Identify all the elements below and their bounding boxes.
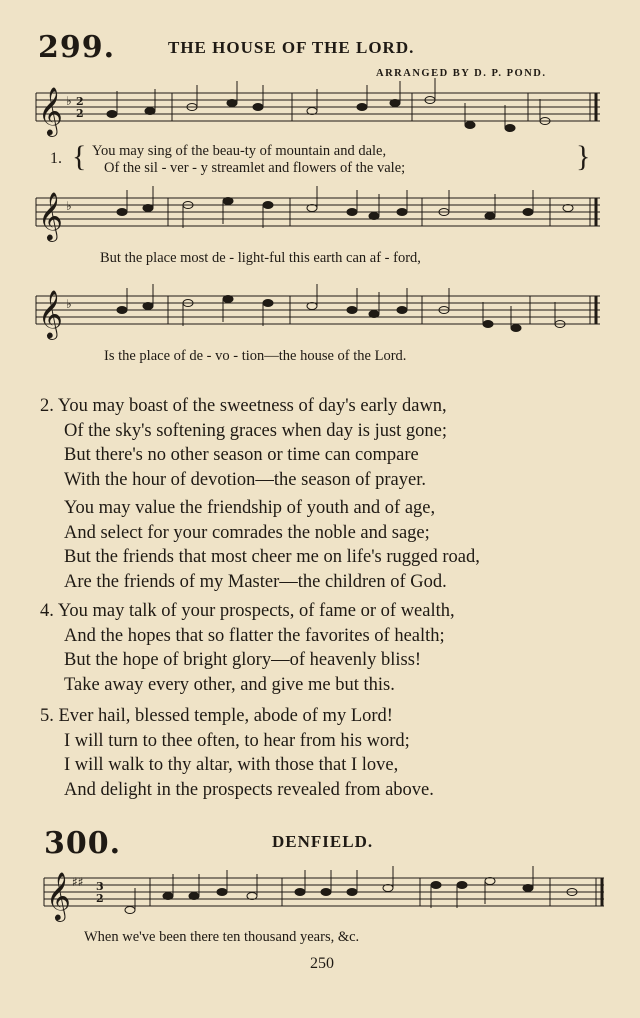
stanza-line: Are the friends of my Master—the children of God.	[64, 571, 447, 592]
page-number: 250	[310, 955, 334, 972]
stanza-number: 5.	[40, 706, 54, 726]
stanza-number: 4.	[40, 601, 54, 621]
right-brace: }	[576, 140, 591, 173]
svg-text:♭: ♭	[66, 199, 72, 213]
stanza-2	[40, 394, 447, 492]
hymn-299-number: 299.	[38, 30, 116, 65]
stanza-line: You may boast of the sweetness of day's early dawn,	[57, 396, 447, 416]
hymn-299-arranger: ARRANGED BY D. P. POND.	[376, 68, 547, 79]
music-staff-3	[0, 288, 640, 348]
hymn-299-title: THE HOUSE OF THE LORD.	[168, 38, 415, 57]
svg-text:3: 3	[96, 880, 104, 893]
svg-text:♭: ♭	[66, 297, 72, 311]
lyric-line-1b: Of the sil - ver - y streamlet and flowers of the vale;	[104, 160, 406, 176]
stanza-line: And delight in the prospects revealed from above.	[64, 779, 434, 800]
stanza-line: And select for your comrades the noble and sage;	[64, 522, 430, 543]
hymn-300-lyric: When we've been there ten thousand years, &c.	[84, 929, 360, 945]
stanza-3	[64, 496, 480, 594]
stanza-4	[40, 599, 455, 697]
music-staff-1	[0, 85, 640, 145]
stanza-line: With the hour of devotion—the season of prayer.	[64, 469, 426, 490]
lyric-line-1a: You may sing of the beau-ty of mountain and dale,	[92, 143, 387, 159]
stanza-line: You may value the friendship of youth and of age,	[64, 498, 436, 518]
stanza-5	[40, 704, 434, 802]
music-staff-2	[0, 190, 640, 250]
svg-text:𝄞: 𝄞	[46, 871, 71, 920]
stanza-line: I will turn to thee often, to hear from his word;	[64, 730, 410, 751]
hymn-300-title: DENFIELD.	[272, 832, 374, 851]
stanza-line: Take away every other, and give me but this.	[64, 674, 395, 695]
svg-text:2: 2	[76, 107, 84, 120]
left-brace: {	[72, 140, 87, 173]
stanza-number: 2.	[40, 396, 54, 416]
stanza-line: But the friends that most cheer me on life's rugged road,	[64, 547, 480, 567]
stanza-line: Of the sky's softening graces when day is just gone;	[64, 420, 448, 441]
stanza-line: Ever hail, blessed temple, abode of my Lord!	[58, 706, 393, 726]
hymn-300-number: 300.	[44, 826, 122, 861]
svg-text:𝄞: 𝄞	[38, 86, 63, 135]
svg-text:2: 2	[96, 892, 104, 905]
stanza-line: But there's no other season or time can compare	[64, 445, 419, 465]
stanza-line: But the hope of bright glory—of heavenly bliss!	[64, 650, 422, 670]
svg-text:♯♯: ♯♯	[72, 875, 84, 889]
stanza-line: You may talk of your prospects, of fame or of wealth,	[57, 601, 455, 621]
svg-text:𝄞: 𝄞	[38, 289, 63, 338]
music-staff-4	[0, 870, 640, 930]
lyric-line-3: Is the place of de - vo - tion—the house of the Lord.	[104, 348, 407, 364]
verse-marker: 1.	[50, 150, 62, 167]
stanza-line: And the hopes that so flatter the favorites of health;	[64, 625, 445, 646]
svg-text:𝄞: 𝄞	[38, 191, 63, 240]
lyric-line-2: But the place most de - light-ful this earth can af - ford,	[100, 250, 421, 266]
stanza-line: I will walk to thy altar, with those that I love,	[64, 755, 399, 775]
svg-text:♭: ♭	[66, 94, 72, 108]
svg-text:2: 2	[76, 95, 84, 108]
